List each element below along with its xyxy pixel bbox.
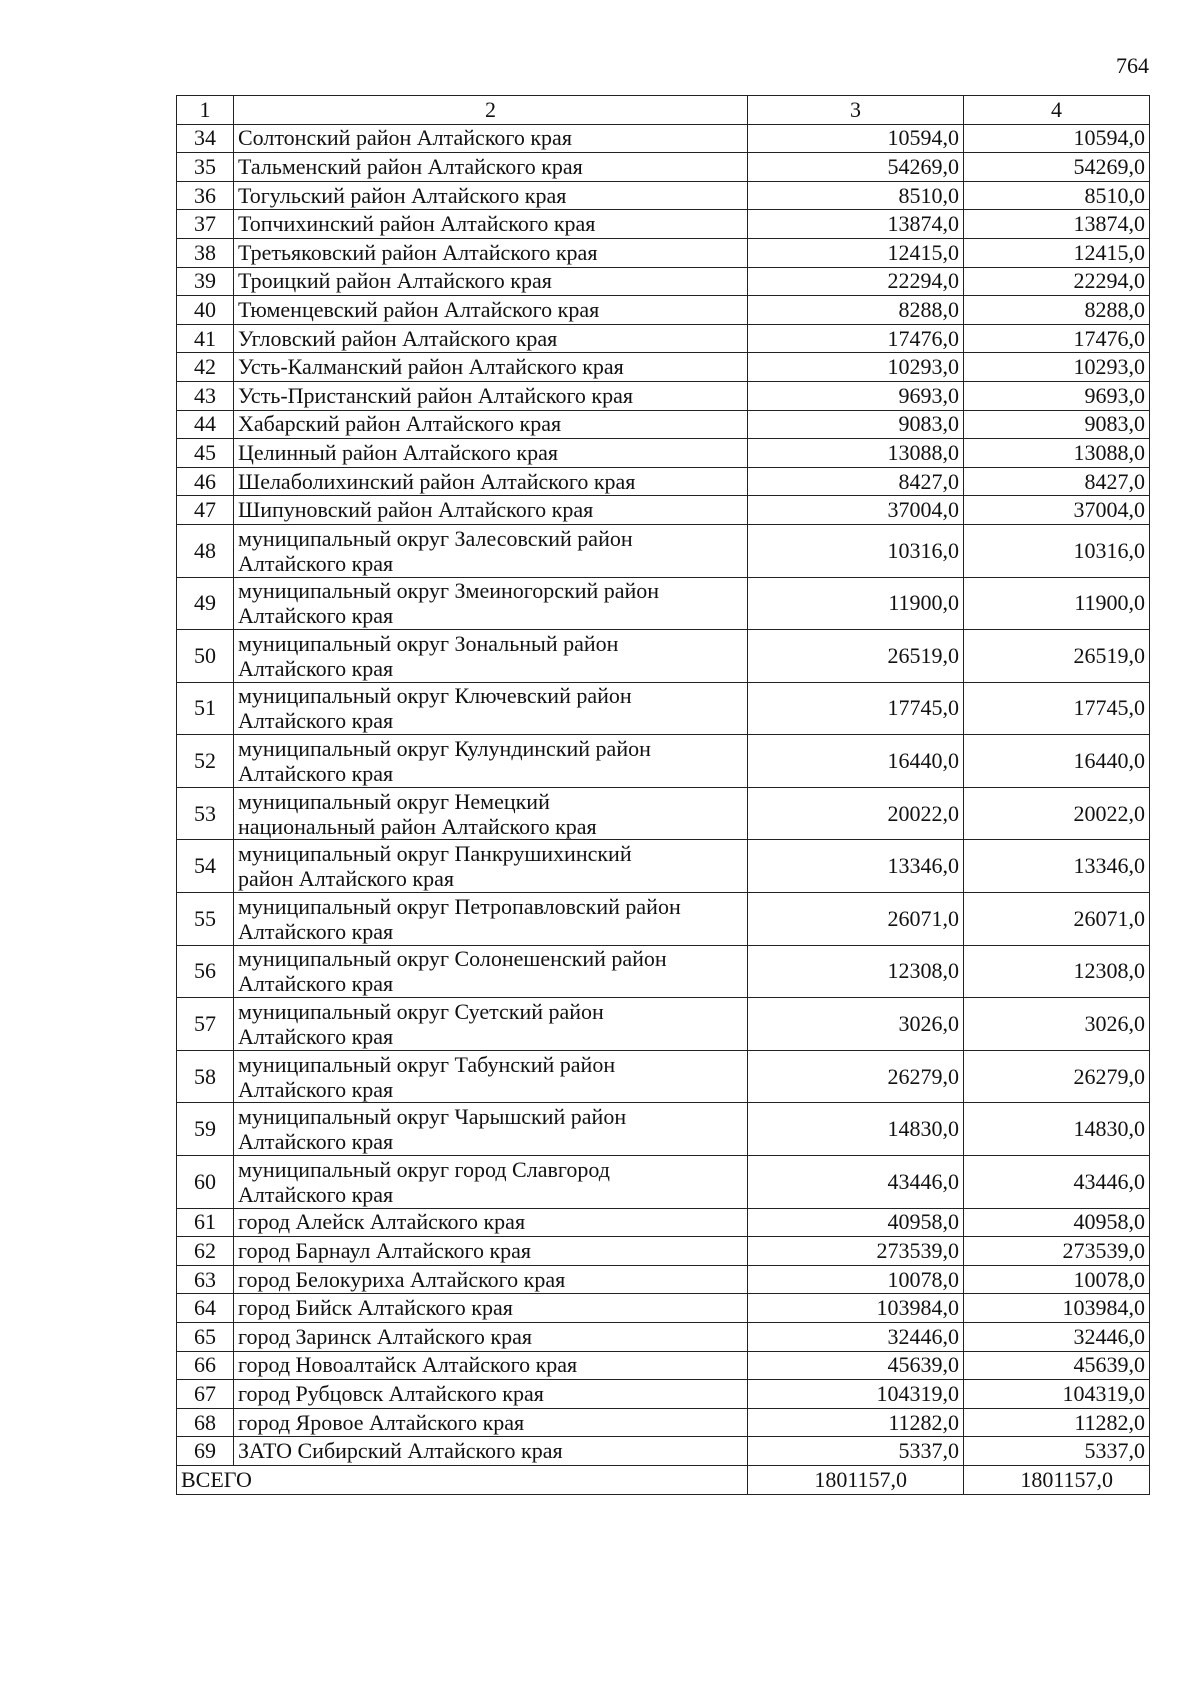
row-value-col-4: 9083,0 [964,410,1150,439]
table-row [177,1208,1150,1237]
row-name [234,1103,748,1156]
table-row [177,353,1150,382]
row-number: 45 [177,439,234,468]
row-number: 39 [177,267,234,296]
row-name: город Алейск Алтайского края [234,1208,748,1237]
row-value-col-4: 3026,0 [964,998,1150,1051]
row-name-line-1: муниципальный округ Ключевский район [238,683,632,709]
row-value-col-3: 11282,0 [748,1408,964,1437]
table-row [177,1103,1150,1156]
header-col-1: 1 [177,96,234,125]
row-name: город Барнаул Алтайского края [234,1237,748,1266]
row-name-line-2: Алтайского края [238,1181,394,1207]
row-name: Целинный район Алтайского края [234,439,748,468]
row-name: город Рубцовск Алтайского края [234,1380,748,1409]
row-value-col-3: 10078,0 [748,1265,964,1294]
row-name [234,577,748,630]
row-name: Угловский район Алтайского края [234,324,748,353]
row-number: 65 [177,1323,234,1352]
row-name [234,630,748,683]
row-number: 67 [177,1380,234,1409]
total-row [177,1465,1150,1494]
row-number: 48 [177,524,234,577]
row-number: 52 [177,735,234,788]
row-number: 35 [177,153,234,182]
row-name-line-2: национальный район Алтайского края [238,813,597,839]
row-name-line-1: муниципальный округ Чарышский район [238,1104,627,1130]
row-value-col-4: 26519,0 [964,630,1150,683]
row-value-col-4: 5337,0 [964,1437,1150,1466]
row-value-col-3: 273539,0 [748,1237,964,1266]
row-value-col-3: 8288,0 [748,296,964,325]
row-name: Шипуновский район Алтайского края [234,496,748,525]
row-number: 47 [177,496,234,525]
row-value-col-3: 26519,0 [748,630,964,683]
row-name-line-2: Алтайского края [238,918,394,944]
row-value-col-4: 9693,0 [964,381,1150,410]
table-row [177,630,1150,683]
row-value-col-3: 40958,0 [748,1208,964,1237]
row-number: 37 [177,210,234,239]
row-name: Тогульский район Алтайского края [234,181,748,210]
row-value-col-3: 10316,0 [748,524,964,577]
row-value-col-4: 10293,0 [964,353,1150,382]
row-value-col-3: 26071,0 [748,893,964,946]
row-name: Третьяковский район Алтайского края [234,238,748,267]
row-value-col-3: 26279,0 [748,1050,964,1103]
row-name [234,945,748,998]
row-value-col-4: 22294,0 [964,267,1150,296]
row-name-line-1: муниципальный округ Солонешенский район [238,946,667,972]
row-number: 63 [177,1265,234,1294]
row-number: 54 [177,840,234,893]
table-row [177,1323,1150,1352]
row-value-col-3: 13346,0 [748,840,964,893]
row-value-col-3: 14830,0 [748,1103,964,1156]
row-value-col-3: 13874,0 [748,210,964,239]
header-col-2: 2 [234,96,748,125]
row-value-col-4: 26071,0 [964,893,1150,946]
row-name: Усть-Калманский район Алтайского края [234,353,748,382]
row-value-col-3: 8427,0 [748,467,964,496]
row-name-line-1: муниципальный округ город Славгород [238,1156,610,1182]
table-row [177,1408,1150,1437]
row-value-col-4: 37004,0 [964,496,1150,525]
row-name-line-2: Алтайского края [238,971,394,997]
table-row [177,1380,1150,1409]
row-name [234,787,748,840]
row-value-col-3: 3026,0 [748,998,964,1051]
row-name-line-2: Алтайского края [238,1076,394,1102]
row-number: 44 [177,410,234,439]
row-name: Хабарский район Алтайского края [234,410,748,439]
header-col-4: 4 [964,96,1150,125]
row-name-line-2: Алтайского края [238,1024,394,1050]
row-value-col-4: 43446,0 [964,1156,1150,1209]
row-value-col-3: 10594,0 [748,124,964,153]
row-value-col-4: 273539,0 [964,1237,1150,1266]
table-row [177,735,1150,788]
row-name: ЗАТО Сибирский Алтайского края [234,1437,748,1466]
row-value-col-3: 54269,0 [748,153,964,182]
row-number: 57 [177,998,234,1051]
row-value-col-3: 17745,0 [748,682,964,735]
row-value-col-4: 10078,0 [964,1265,1150,1294]
row-name [234,735,748,788]
row-number: 36 [177,181,234,210]
table-row [177,238,1150,267]
row-value-col-3: 17476,0 [748,324,964,353]
row-value-col-3: 43446,0 [748,1156,964,1209]
row-name: Троицкий район Алтайского края [234,267,748,296]
row-value-col-4: 8427,0 [964,467,1150,496]
row-number: 51 [177,682,234,735]
table-header-row [177,96,1150,125]
row-value-col-4: 32446,0 [964,1323,1150,1352]
table-row [177,267,1150,296]
row-name [234,893,748,946]
row-value-col-4: 8510,0 [964,181,1150,210]
table-row [177,296,1150,325]
row-value-col-4: 14830,0 [964,1103,1150,1156]
row-value-col-4: 40958,0 [964,1208,1150,1237]
row-name: Тюменцевский район Алтайского края [234,296,748,325]
row-value-col-3: 16440,0 [748,735,964,788]
row-name-line-2: Алтайского края [238,1129,394,1155]
row-value-col-4: 20022,0 [964,787,1150,840]
row-name [234,1050,748,1103]
table-row [177,840,1150,893]
row-value-col-3: 8510,0 [748,181,964,210]
row-name-line-2: Алтайского края [238,655,394,681]
table-row [177,124,1150,153]
row-name-line-2: Алтайского края [238,708,394,734]
row-value-col-4: 11900,0 [964,577,1150,630]
table-row [177,1265,1150,1294]
table-row [177,1351,1150,1380]
row-name-line-1: муниципальный округ Кулундинский район [238,736,651,762]
row-name [234,1156,748,1209]
row-value-col-3: 22294,0 [748,267,964,296]
table-row [177,787,1150,840]
row-number: 43 [177,381,234,410]
table-row [177,210,1150,239]
table-row [177,467,1150,496]
row-value-col-3: 9693,0 [748,381,964,410]
row-value-col-4: 54269,0 [964,153,1150,182]
page-number: 764 [1116,53,1149,78]
row-number: 62 [177,1237,234,1266]
row-name: город Белокуриха Алтайского края [234,1265,748,1294]
row-value-col-4: 16440,0 [964,735,1150,788]
row-name-line-1: муниципальный округ Змеиногорский район [238,578,660,604]
row-number: 49 [177,577,234,630]
row-value-col-3: 12308,0 [748,945,964,998]
row-name: город Яровое Алтайского края [234,1408,748,1437]
row-number: 55 [177,893,234,946]
row-value-col-4: 103984,0 [964,1294,1150,1323]
row-name-line-1: муниципальный округ Петропавловский район [238,893,681,919]
row-number: 40 [177,296,234,325]
row-value-col-4: 10594,0 [964,124,1150,153]
table-row [177,496,1150,525]
row-value-col-3: 5337,0 [748,1437,964,1466]
row-number: 59 [177,1103,234,1156]
row-number: 53 [177,787,234,840]
table-row [177,1050,1150,1103]
table-row [177,153,1150,182]
row-name-line-1: муниципальный округ Панкрушихинский [238,841,632,867]
row-number: 58 [177,1050,234,1103]
row-name: Солтонский район Алтайского края [234,124,748,153]
row-value-col-3: 104319,0 [748,1380,964,1409]
table-row [177,524,1150,577]
row-value-col-3: 45639,0 [748,1351,964,1380]
row-value-col-4: 104319,0 [964,1380,1150,1409]
row-name: город Заринск Алтайского края [234,1323,748,1352]
row-number: 66 [177,1351,234,1380]
row-number: 56 [177,945,234,998]
row-name-line-2: Алтайского края [238,603,394,629]
row-name-line-1: муниципальный округ Залесовский район [238,525,633,551]
row-value-col-3: 37004,0 [748,496,964,525]
row-name: город Бийск Алтайского края [234,1294,748,1323]
table-row [177,1294,1150,1323]
row-number: 64 [177,1294,234,1323]
row-number: 69 [177,1437,234,1466]
table-row [177,998,1150,1051]
total-value-col-4: 1801157,0 [964,1465,1150,1494]
allocation-table [176,95,1150,1495]
row-name: Топчихинский район Алтайского края [234,210,748,239]
row-value-col-4: 12415,0 [964,238,1150,267]
row-name [234,682,748,735]
row-name-line-1: муниципальный округ Зональный район [238,630,619,656]
row-value-col-3: 103984,0 [748,1294,964,1323]
row-name-line-2: район Алтайского края [238,866,454,892]
header-col-3: 3 [748,96,964,125]
row-name-line-1: муниципальный округ Суетский район [238,999,604,1025]
table-row [177,439,1150,468]
row-value-col-3: 20022,0 [748,787,964,840]
row-value-col-4: 8288,0 [964,296,1150,325]
row-name-line-1: муниципальный округ Немецкий [238,788,550,814]
row-name [234,998,748,1051]
table-body [177,96,1150,1495]
row-name [234,524,748,577]
row-value-col-4: 13088,0 [964,439,1150,468]
row-number: 60 [177,1156,234,1209]
table-row [177,1237,1150,1266]
table-row [177,324,1150,353]
row-name-line-2: Алтайского края [238,550,394,576]
table-row [177,381,1150,410]
table-row [177,945,1150,998]
row-value-col-4: 13346,0 [964,840,1150,893]
row-value-col-4: 17476,0 [964,324,1150,353]
row-number: 68 [177,1408,234,1437]
row-value-col-3: 10293,0 [748,353,964,382]
row-value-col-4: 10316,0 [964,524,1150,577]
row-value-col-4: 12308,0 [964,945,1150,998]
table-row [177,1437,1150,1466]
row-name: Усть-Пристанский район Алтайского края [234,381,748,410]
row-name: город Новоалтайск Алтайского края [234,1351,748,1380]
row-value-col-3: 11900,0 [748,577,964,630]
row-number: 42 [177,353,234,382]
row-value-col-4: 17745,0 [964,682,1150,735]
row-name [234,840,748,893]
row-value-col-4: 26279,0 [964,1050,1150,1103]
row-name: Тальменский район Алтайского края [234,153,748,182]
row-value-col-3: 13088,0 [748,439,964,468]
row-value-col-3: 32446,0 [748,1323,964,1352]
row-name-line-2: Алтайского края [238,761,394,787]
row-value-col-3: 12415,0 [748,238,964,267]
row-value-col-4: 45639,0 [964,1351,1150,1380]
row-number: 41 [177,324,234,353]
row-number: 34 [177,124,234,153]
table-row [177,893,1150,946]
row-name-line-1: муниципальный округ Табунский район [238,1051,616,1077]
row-number: 61 [177,1208,234,1237]
table-row [177,410,1150,439]
table-row [177,682,1150,735]
table-row [177,577,1150,630]
total-value-col-3: 1801157,0 [748,1465,964,1494]
row-value-col-4: 11282,0 [964,1408,1150,1437]
row-value-col-4: 13874,0 [964,210,1150,239]
row-number: 38 [177,238,234,267]
row-name: Шелаболихинский район Алтайского края [234,467,748,496]
total-label: ВСЕГО [177,1465,748,1494]
row-number: 50 [177,630,234,683]
row-number: 46 [177,467,234,496]
table-row [177,1156,1150,1209]
table-row [177,181,1150,210]
row-value-col-3: 9083,0 [748,410,964,439]
